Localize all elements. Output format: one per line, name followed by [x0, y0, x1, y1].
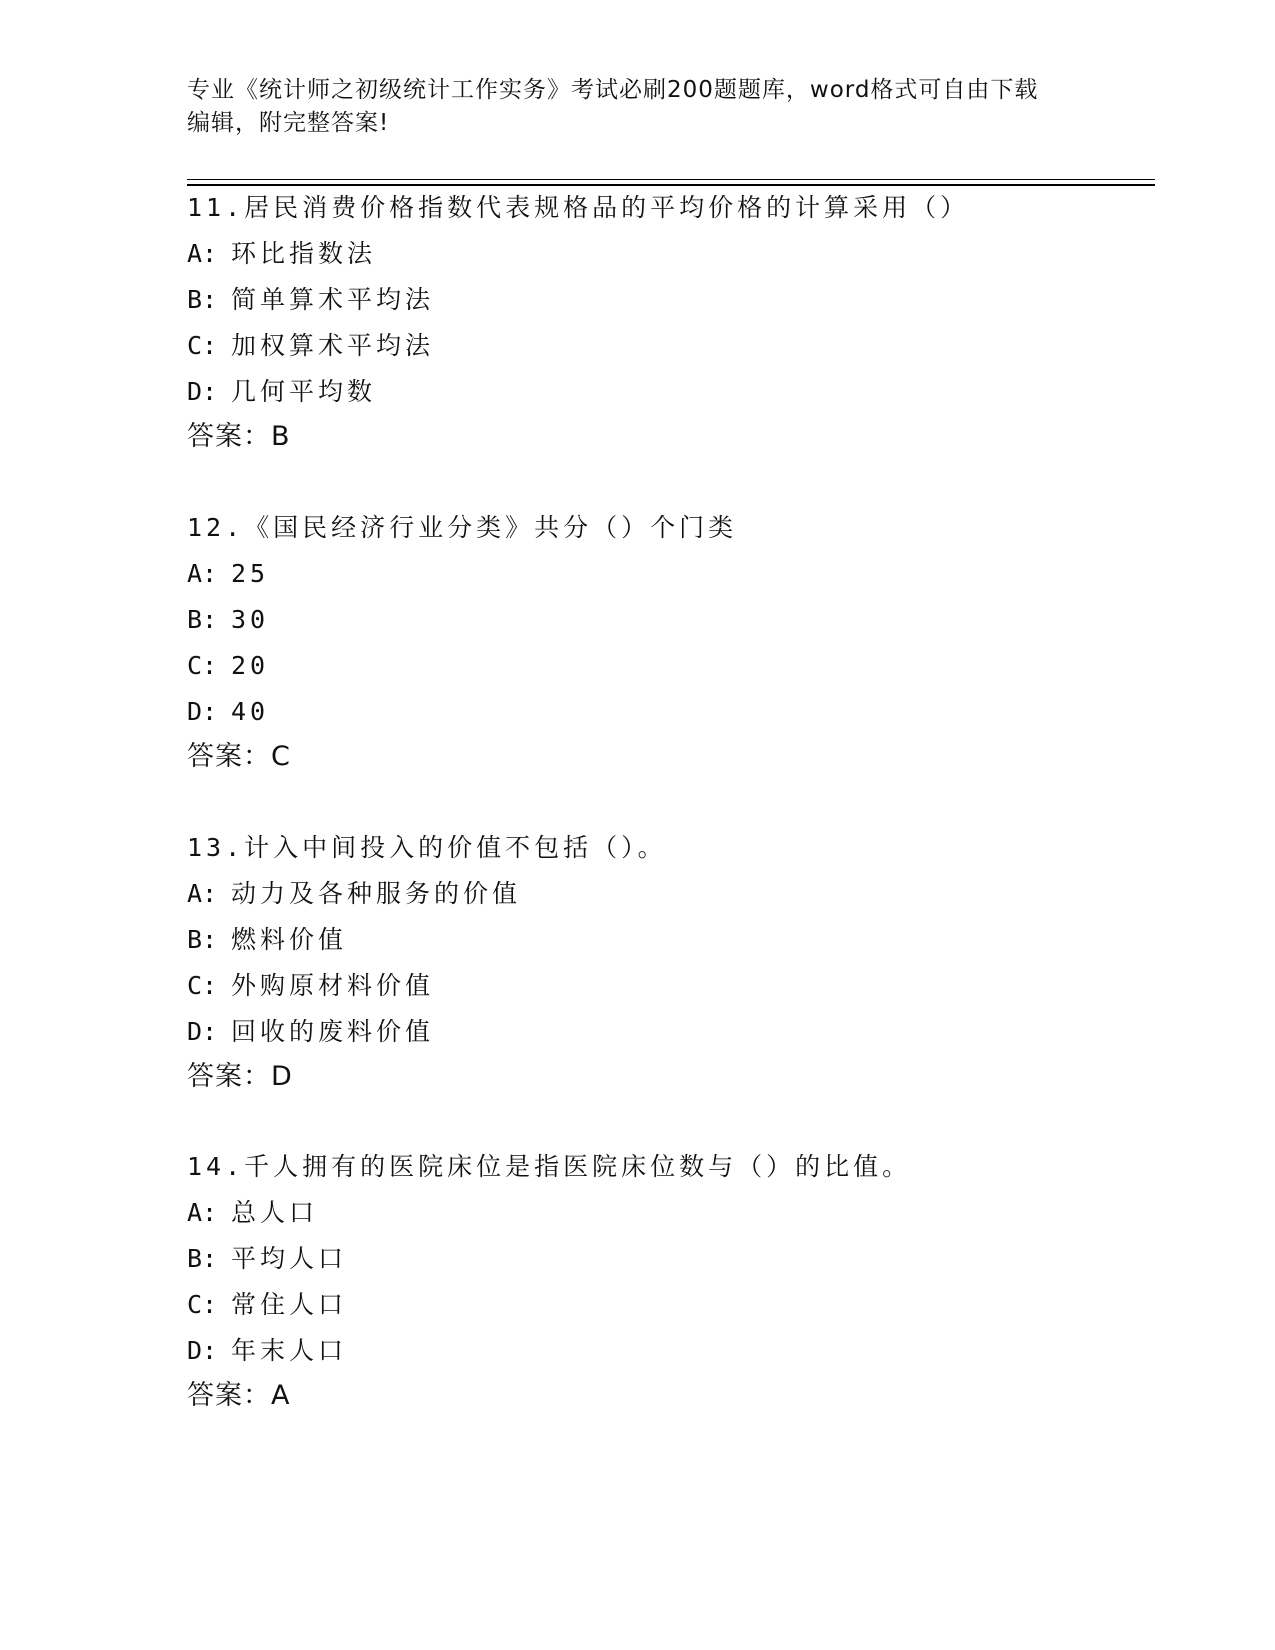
answer-line: 答案：B [187, 421, 291, 452]
option-text: 25 [231, 559, 270, 588]
question-13 [187, 825, 1147, 1099]
option-b [187, 1236, 1147, 1282]
document-header [187, 74, 1087, 140]
option-d [187, 1328, 1147, 1374]
option-text: 动力及各种服务的价值 [231, 879, 522, 908]
option-text: 燃料价值 [231, 925, 348, 954]
option-text: 40 [231, 697, 270, 726]
question-text: 12.《国民经济行业分类》共分（）个门类 [187, 513, 738, 542]
option-d [187, 689, 1147, 735]
option-key: B: [187, 605, 218, 634]
option-key: A: [187, 879, 218, 908]
option-key: C: [187, 971, 218, 1000]
option-key: A: [187, 559, 218, 588]
answer-line: 答案：C [187, 741, 291, 772]
option-text: 总人口 [231, 1198, 319, 1227]
option-c [187, 963, 1147, 1009]
option-key: D: [187, 1017, 218, 1046]
option-text: 常住人口 [231, 1290, 348, 1319]
option-key: C: [187, 651, 218, 680]
option-text: 平均人口 [231, 1244, 348, 1273]
option-key: C: [187, 1290, 218, 1319]
header-line-2: 编辑，附完整答案! [187, 110, 390, 136]
answer-line: 答案：A [187, 1380, 291, 1411]
option-text: 30 [231, 605, 270, 634]
option-key: A: [187, 1198, 218, 1227]
option-b [187, 917, 1147, 963]
option-text: 回收的废料价值 [231, 1017, 435, 1046]
option-key: D: [187, 697, 218, 726]
option-c [187, 1282, 1147, 1328]
option-text: 几何平均数 [231, 377, 377, 406]
option-c [187, 323, 1147, 369]
option-d [187, 369, 1147, 415]
option-key: B: [187, 285, 218, 314]
option-text: 加权算术平均法 [231, 331, 435, 360]
option-text: 年末人口 [231, 1336, 348, 1365]
question-text: 11.居民消费价格指数代表规格品的平均价格的计算采用（） [187, 193, 970, 222]
option-d [187, 1009, 1147, 1055]
option-text: 20 [231, 651, 270, 680]
option-b [187, 597, 1147, 643]
option-b [187, 277, 1147, 323]
option-key: B: [187, 1244, 218, 1273]
answer-line: 答案：D [187, 1061, 293, 1092]
option-key: D: [187, 1336, 218, 1365]
question-14 [187, 1144, 1147, 1418]
option-a [187, 231, 1147, 277]
option-key: C: [187, 331, 218, 360]
option-c [187, 643, 1147, 689]
option-a [187, 871, 1147, 917]
option-key: D: [187, 377, 218, 406]
header-line-1: 专业《统计师之初级统计工作实务》考试必刷200题题库，word格式可自由下载 [187, 77, 1039, 103]
option-a [187, 1190, 1147, 1236]
option-text: 简单算术平均法 [231, 285, 435, 314]
question-text: 14.千人拥有的医院床位是指医院床位数与（）的比值。 [187, 1152, 912, 1181]
option-key: B: [187, 925, 218, 954]
option-text: 外购原材料价值 [231, 971, 435, 1000]
option-a [187, 551, 1147, 597]
question-12 [187, 505, 1147, 779]
option-text: 环比指数法 [231, 239, 377, 268]
question-11 [187, 185, 1147, 459]
option-key: A: [187, 239, 218, 268]
question-text: 13.计入中间投入的价值不包括（）。 [187, 833, 667, 862]
